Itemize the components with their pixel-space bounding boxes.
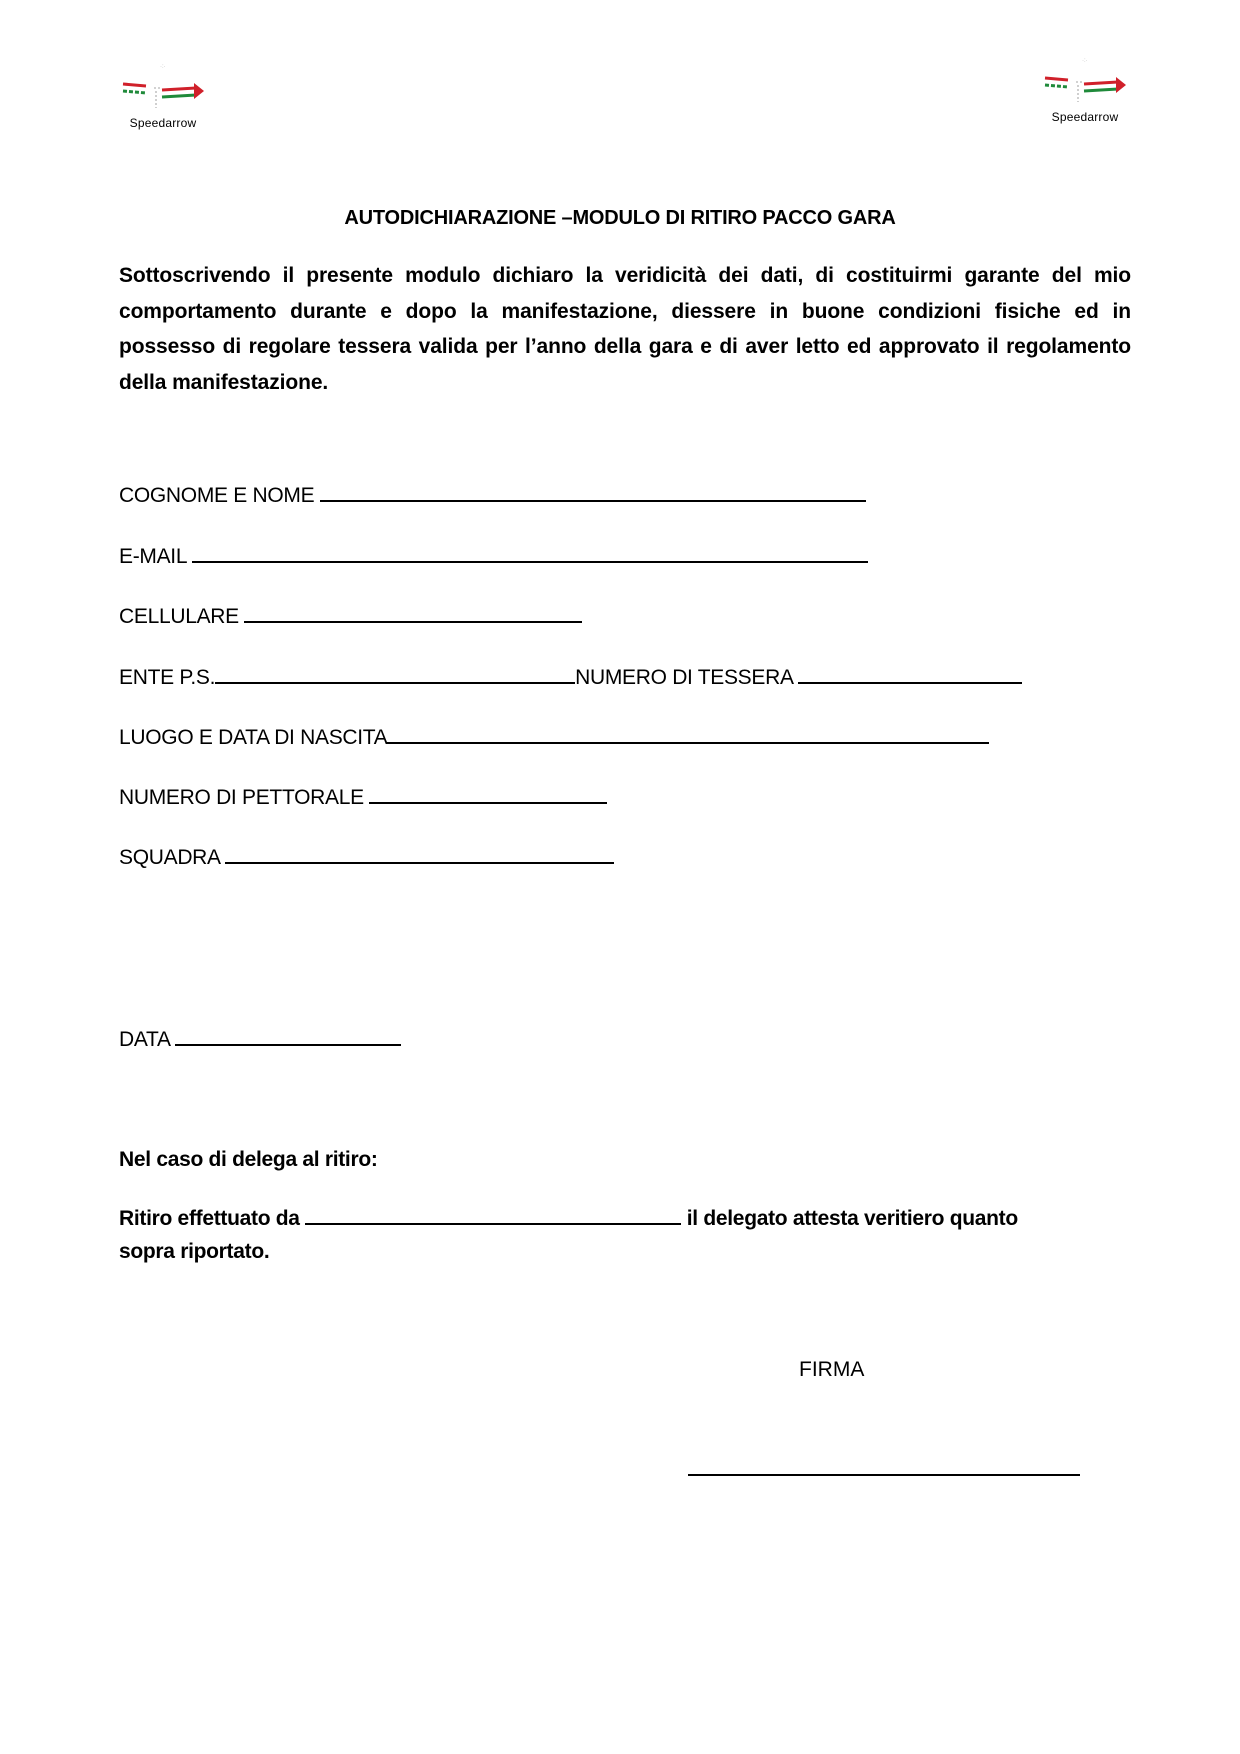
field-luogo-data-nascita [119,724,989,750]
logo-right-text: Speedarrow [1051,110,1119,124]
delega-prefix: Ritiro effettuato da [119,1207,300,1230]
field-cellulare [119,603,582,629]
delegato-input[interactable] [305,1205,681,1225]
numero-tessera-input[interactable] [798,664,1022,684]
delega-heading: Nel caso di delega al ritiro: [119,1148,378,1171]
firma-signature-line[interactable] [688,1474,1080,1476]
logo-left-text: Speedarrow [129,116,197,130]
field-ente-tessera [119,664,1022,690]
field-squadra [119,844,614,870]
cellulare-input[interactable] [244,603,582,623]
speedarrow-arrows-icon [1040,52,1130,112]
email-label: E-MAIL [119,545,187,568]
speedarrow-arrows-icon [118,58,208,118]
numero-tessera-label: NUMERO DI TESSERA [575,666,793,689]
luogo-data-nascita-input[interactable] [387,724,989,744]
speedarrow-logo-right [1040,52,1130,132]
field-email [119,543,868,569]
cognome-nome-input[interactable] [320,482,866,502]
data-input[interactable] [175,1026,401,1046]
delega-suffix: il delegato attesta veritiero quanto [686,1207,1018,1230]
document-title: AUTODICHIARAZIONE –MODULO DI RITIRO PACCO GARA [344,207,896,229]
ente-label: ENTE P.S. [119,666,216,689]
speedarrow-logo-left [118,58,208,138]
numero-pettorale-input[interactable] [369,784,607,804]
ente-input[interactable] [215,664,575,684]
squadra-input[interactable] [225,844,614,864]
numero-pettorale-label: NUMERO DI PETTORALE [119,786,364,809]
cognome-nome-label: COGNOME E NOME [119,484,315,507]
svg-text:·:·: ·:· [1082,58,1088,64]
delega-line-2: sopra riportato. [119,1240,270,1263]
email-input[interactable] [192,543,868,563]
squadra-label: SQUADRA [119,846,220,869]
data-label: DATA [119,1028,170,1051]
luogo-data-nascita-label: LUOGO E DATA DI NASCITA [119,726,388,749]
field-cognome-nome [119,482,866,508]
firma-label: FIRMA [799,1358,865,1381]
field-numero-pettorale [119,784,607,810]
declaration-paragraph: Sottoscrivendo il presente modulo dichiaro la veridicità dei dati, di costituirmi garante del mio comportamento durante e dopo la manifestazione, diessere in buone condizioni fisiche ed in possesso di regolare tessera valida per l’anno della gara e di aver letto ed approvato il regolamento della manifestazione. [119,264,1131,394]
delega-line [119,1205,1018,1231]
svg-text:·:·: ·:· [160,64,166,70]
cellulare-label: CELLULARE [119,605,239,628]
field-data [119,1026,401,1052]
